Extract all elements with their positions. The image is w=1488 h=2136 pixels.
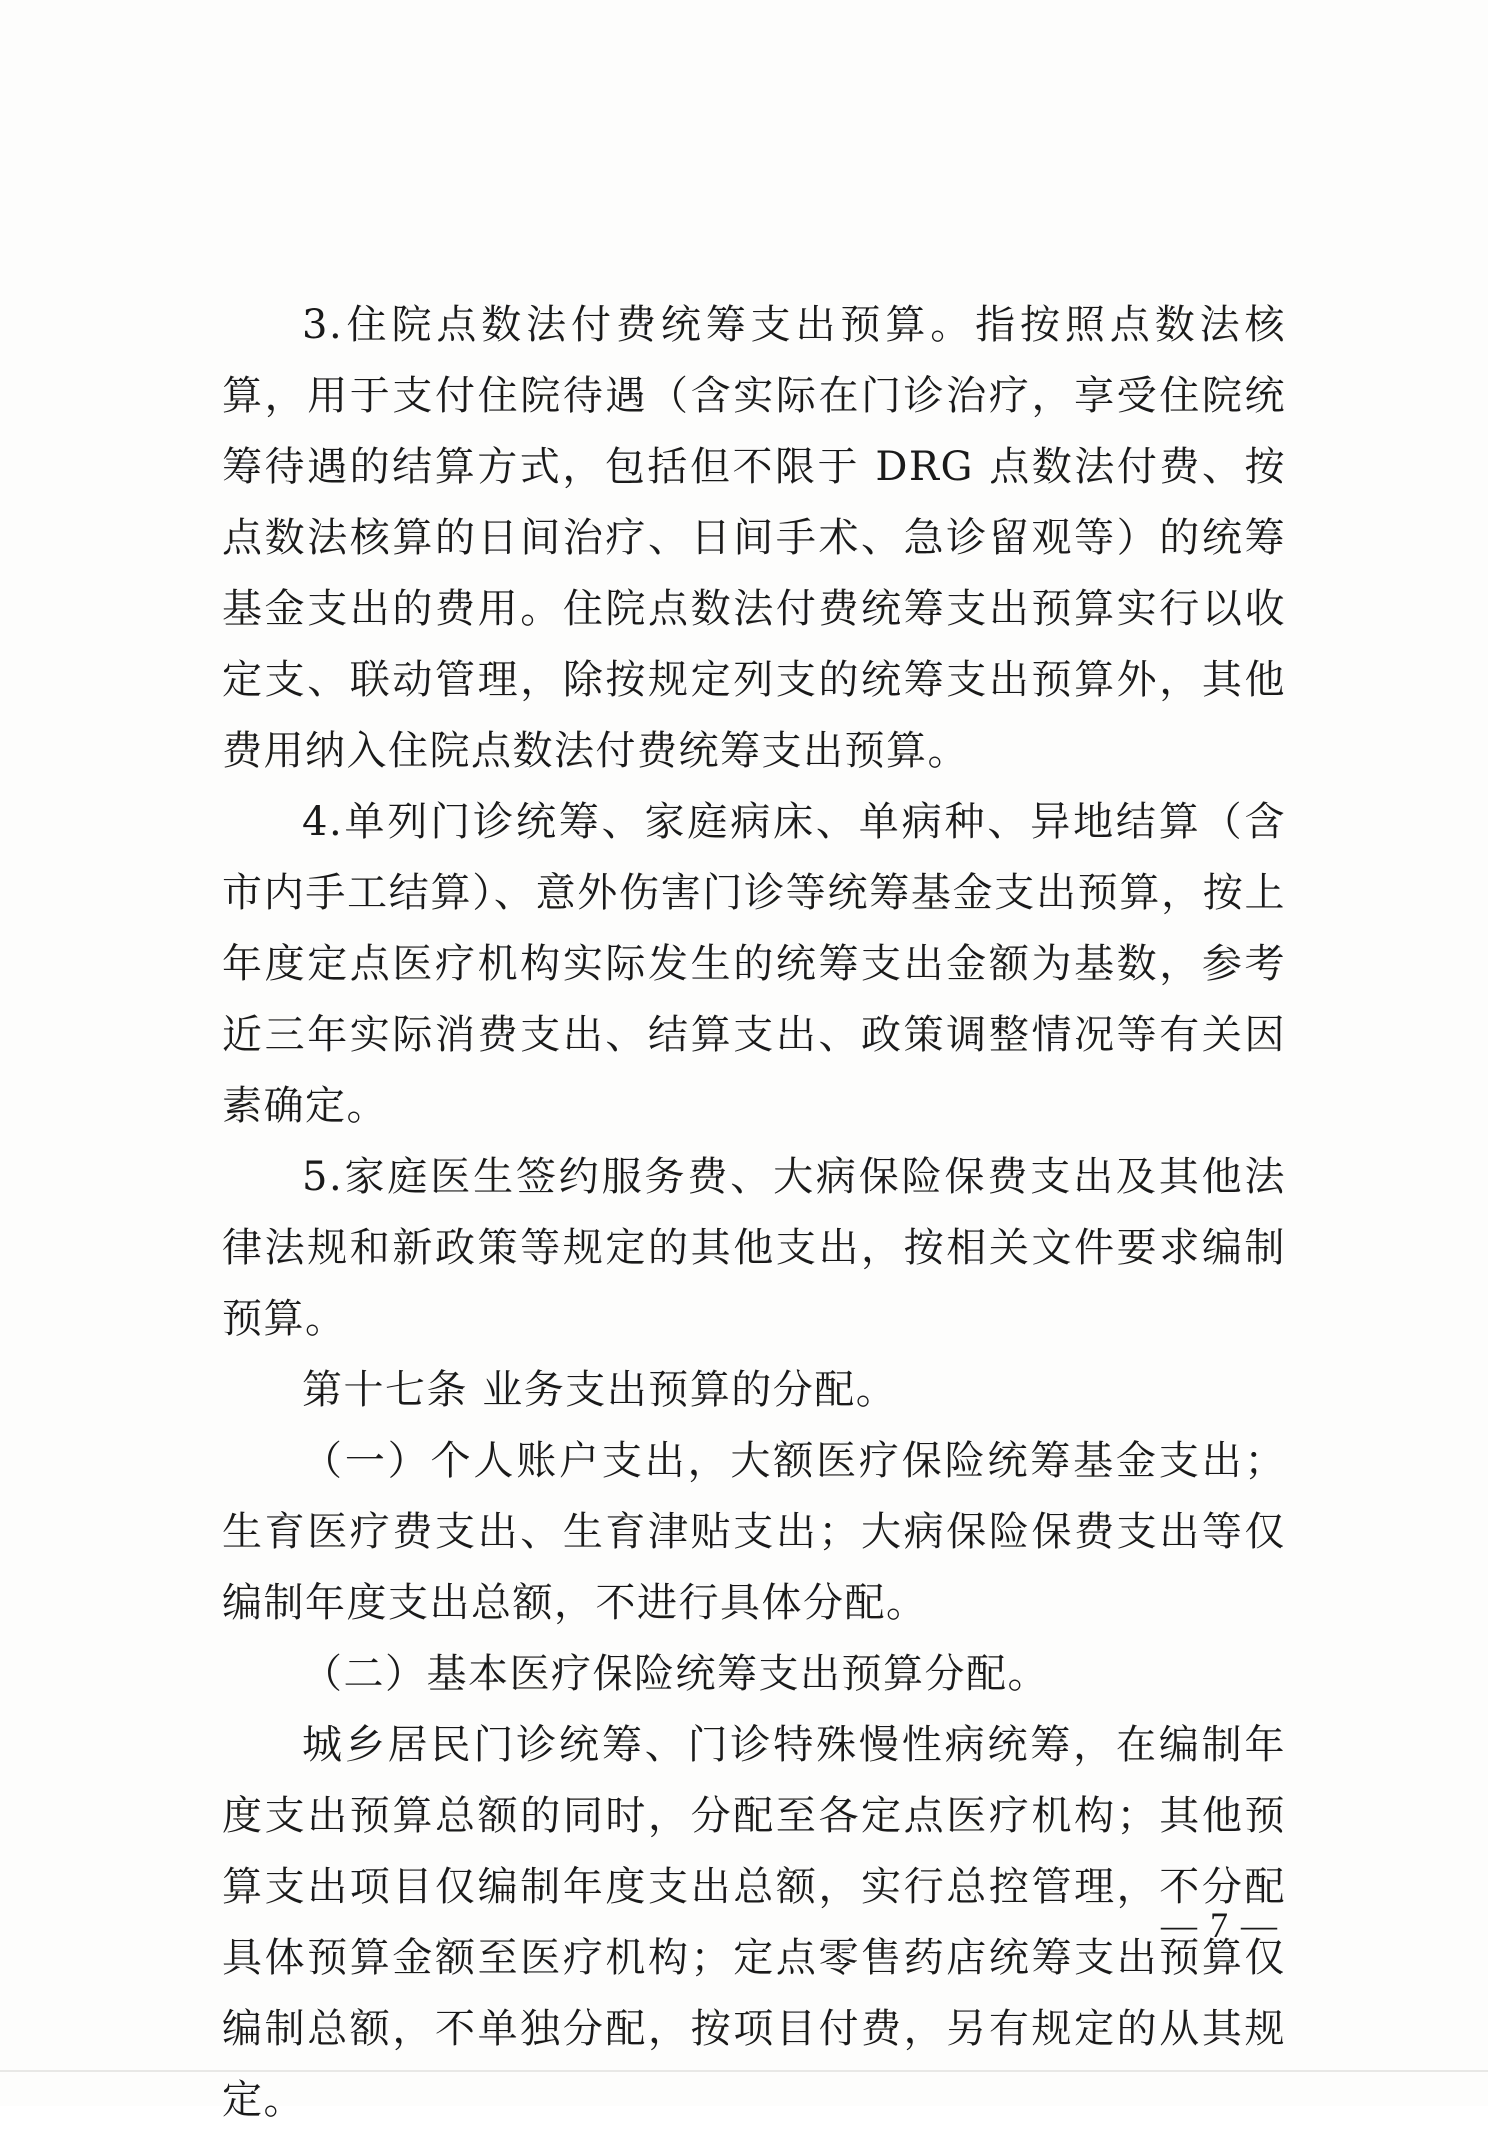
paragraph-outpatient-pooling-budget: 4.单列门诊统筹、家庭病床、单病种、异地结算（含市内手工结算）、意外伤害门诊等统筹基金支出预算，按上年度定点医疗机构实际发生的统筹支出金额为基数，参考近三年实际消费支出、结算支出、政策调整情况等有关因素确定。	[222, 799, 1286, 1129]
page-number: — 7 —	[1161, 1905, 1279, 1945]
paragraph-inpatient-point-budget: 3.住院点数法付费统筹支出预算。指按照点数法核算，用于支付住院待遇（含实际在门诊治疗，享受住院统筹待遇的结算方式，包括但不限于 DRG 点数法付费、按点数法核算的日间治疗、日间手术、急诊留观等）的统筹基金支出的费用。住院点数法付费统筹支出预算实行以收定支、联动管理，除按规定列支的统筹支出预算外，其他费用纳入住院点数法付费统筹支出预算。	[222, 302, 1286, 774]
article-seventeen-heading: 第十七条 业务支出预算的分配。	[302, 1367, 898, 1413]
document-body	[222, 290, 1286, 2136]
paragraph-item-two: （二）基本医疗保险统筹支出预算分配。	[302, 1651, 1049, 1697]
paragraph-item-one: （一）个人账户支出，大额医疗保险统筹基金支出；生育医疗费支出、生育津贴支出；大病保险保费支出等仅编制年度支出总额，不进行具体分配。	[222, 1438, 1286, 1626]
paragraph-family-doctor-fees: 5.家庭医生签约服务费、大病保险保费支出及其他法律法规和新政策等规定的其他支出，按相关文件要求编制预算。	[222, 1154, 1286, 1342]
paragraph-urban-rural-outpatient: 城乡居民门诊统筹、门诊特殊慢性病统筹，在编制年度支出预算总额的同时，分配至各定点医疗机构；其他预算支出项目仅编制年度支出总额，实行总控管理，不分配具体预算金额至医疗机构；定点零售药店统筹支出预算仅编制总额，不单独分配，按项目付费，另有规定的从其规定。	[222, 1722, 1286, 2123]
scan-edge-divider	[0, 2070, 1488, 2072]
